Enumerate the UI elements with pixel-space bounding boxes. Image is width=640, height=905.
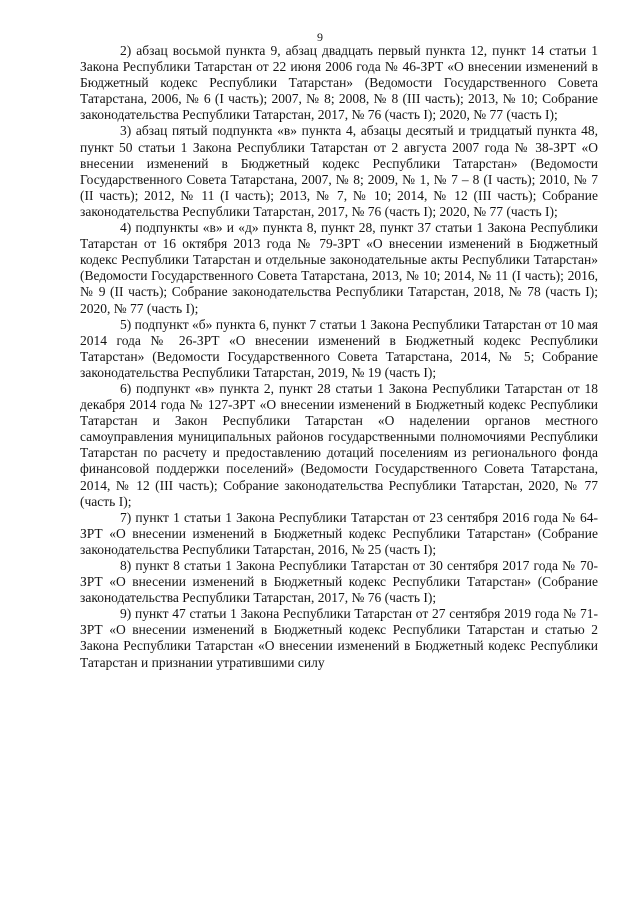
- list-item: 7) пункт 1 статьи 1 Закона Республики Татарстан от 23 сентября 2016 года № 64-ЗРТ «О внесении изменений в Бюджетный кодекс Республики Татарстан» (Собрание законодательства Республики Татарстан, 2016, № 25 (часть I);: [80, 509, 598, 557]
- list-item: 5) подпункт «б» пункта 6, пункт 7 статьи 1 Закона Республики Татарстан от 10 мая 2014 года № 26-ЗРТ «О внесении изменений в Бюджетный кодекс Республики Татарстан» (Ведомости Государственного Совета Татарстана, 2014, № 5; Собрание законодательства Республики Татарстан, 2019, № 19 (часть I);: [80, 316, 598, 380]
- list-item: 4) подпункты «в» и «д» пункта 8, пункт 28, пункт 37 статьи 1 Закона Республики Татарстан от 16 октября 2013 года № 79-ЗРТ «О внесении изменений в Бюджетный кодекс Республики Татарстан и отдельные законодательные акты Республики Татарстан» (Ведомости Государственного Совета Татарстана, 2013, № 10; 2014, № 11 (I часть); 2016, № 9 (II часть); Собрание законодательства Республики Татарстан, 2018, № 78 (часть I); 2020, № 77 (часть I);: [80, 220, 598, 316]
- list-item: 8) пункт 8 статьи 1 Закона Республики Татарстан от 30 сентября 2017 года № 70-ЗРТ «О внесении изменений в Бюджетный кодекс Республики Татарстан» (Собрание законодательства Республики Татарстан, 2017, № 76 (часть I);: [80, 558, 598, 606]
- page-number: 9: [317, 30, 323, 44]
- list-item: 9) пункт 47 статьи 1 Закона Республики Татарстан от 27 сентября 2019 года № 71-ЗРТ «О внесении изменений в Бюджетный кодекс Республики Татарстан и статью 2 Закона Республики Татарстан «О внесении изменений в Бюджетный кодекс Республики Татарстан и признании утратившими силу: [80, 606, 598, 670]
- list-item: 6) подпункт «в» пункта 2, пункт 28 статьи 1 Закона Республики Татарстан от 18 декабря 2014 года № 127-ЗРТ «О внесении изменений в Бюджетный кодекс Республики Татарстан и Закон Республики Татарстан «О наделении органов местного самоуправления муниципальных районов государственными полномочиями Республики Татарстан по расчету и предоставлению дотаций поселениям из регионального фонда финансовой поддержки поселений» (Ведомости Государственного Совета Татарстана, 2014, № 12 (III часть); Собрание законодательства Республики Татарстан, 2020, № 77 (часть I);: [80, 380, 598, 509]
- list-item: 3) абзац пятый подпункта «в» пункта 4, абзацы десятый и тридцатый пункта 48, пункт 50 статьи 1 Закона Республики Татарстан от 2 августа 2007 года № 38-ЗРТ «О внесении изменений в Бюджетный кодекс Республики Татарстан» (Ведомости Государственного Совета Татарстана, 2007, № 8; 2009, № 1, № 7 – 8 (I часть); 2010, № 7 (II часть); 2012, № 11 (I часть); 2013, № 7, № 10; 2014, № 12 (III часть); Собрание законодательства Республики Татарстан, 2017, № 76 (часть I); 2020, № 77 (часть I);: [80, 123, 598, 219]
- list-item: 2) абзац восьмой пункта 9, абзац двадцать первый пункта 12, пункт 14 статьи 1 Закона Республики Татарстан от 22 июня 2006 года № 46-ЗРТ «О внесении изменений в Бюджетный кодекс Республики Татарстан» (Ведомости Государственного Совета Татарстана, 2006, № 6 (I часть); 2007, № 8; 2008, № 8 (III часть); 2013, № 10; Собрание законодательства Республики Татарстан, 2017, № 76 (часть I); 2020, № 77 (часть I);: [80, 43, 598, 123]
- document-body: [80, 43, 598, 671]
